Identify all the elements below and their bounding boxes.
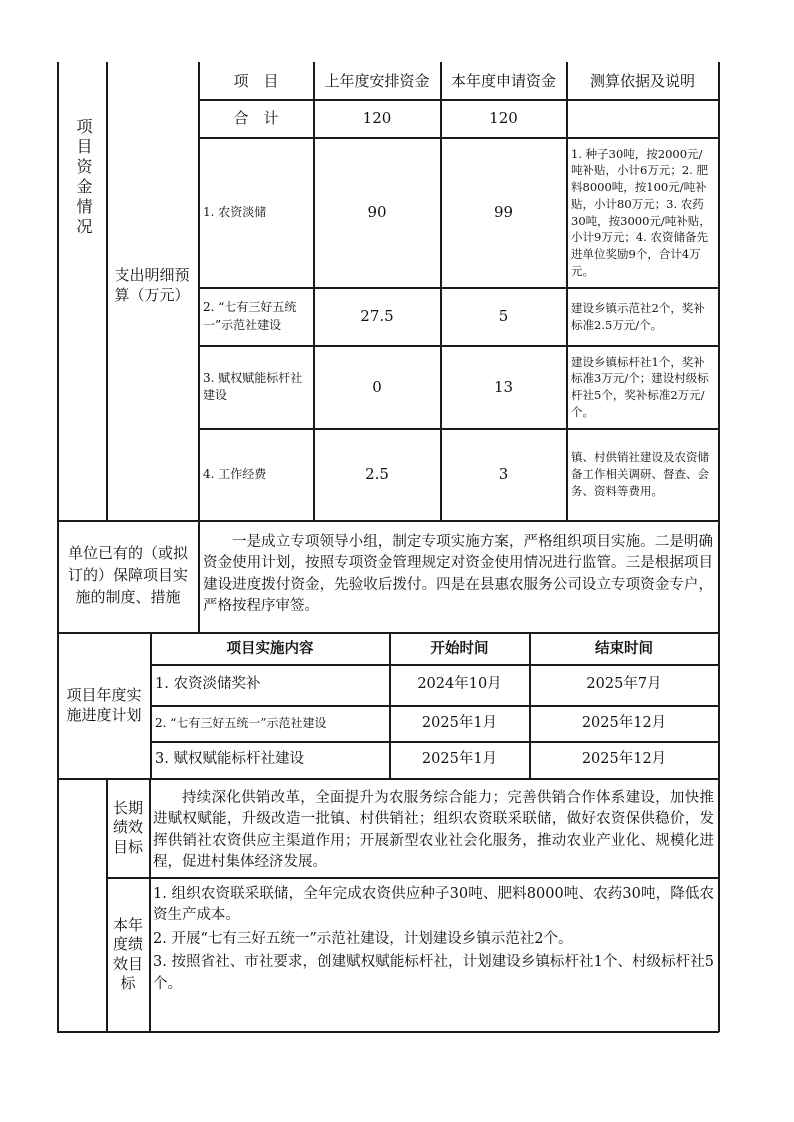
schedule-row2-content: 2. “七有三好五统一”示范社建设 xyxy=(155,716,327,731)
schedule-row1-start: 2024年10月 xyxy=(417,676,502,693)
row2-prev: 27.5 xyxy=(360,307,394,326)
row2-curr: 5 xyxy=(498,307,509,326)
schedule-row1-content: 1. 农资淡储奖补 xyxy=(155,676,261,693)
row2-item: 2. “七有三好五统一”示范社建设 xyxy=(203,300,297,332)
budget-label: 支出明细预算（万元） xyxy=(114,265,190,304)
year-goal-label: 本年度绩效目标 xyxy=(112,915,143,992)
header-item: 项 目 xyxy=(233,71,279,90)
funding-section-label: 项目资金情况 xyxy=(74,118,93,238)
row4-curr: 3 xyxy=(498,465,509,484)
row4-item: 4. 工作经费 xyxy=(203,466,267,481)
schedule-row3-end: 2025年12月 xyxy=(581,751,667,768)
schedule-label: 项目年度实施进度计划 xyxy=(66,685,142,724)
schedule-row3-content: 3. 赋权赋能标杆社建设 xyxy=(155,751,304,768)
schedule-header-start: 开始时间 xyxy=(430,639,489,657)
row3-curr: 13 xyxy=(493,377,514,396)
measures-text: 一是成立专项领导小组，制定专项实施方案，严格组织项目实施。二是明确资金使用计划，按照专项资金管理规定对资金使用情况进行监管。三是根据项目建设进度拨付资金，先验收后拨付。四是在县惠农服务公司设立专项资金专户，严格按程序审签。 xyxy=(203,534,713,615)
row3-item: 3. 赋权赋能标杆社建设 xyxy=(203,370,303,402)
schedule-row3-start: 2025年1月 xyxy=(421,751,498,768)
total-label: 合 计 xyxy=(233,109,279,128)
schedule-header-content: 项目实施内容 xyxy=(226,639,314,657)
long-goal-text: 持续深化供销改革，全面提升为农服务综合能力；完善供销合作体系建设，加快推进赋权赋能，升级改造一批镇、村供销社；组织农资联采联储，做好农资保供稳价，发挥供销社农资供应主渠道作用；开展新型农业社会化服务，推动农业产业化、规模化进程，促进村集体经济发展。 xyxy=(153,790,714,871)
row4-note: 镇、村供销社建设及农资储备工作相关调研、督查、会务、资料等费用。 xyxy=(571,450,709,498)
header-prev-funds: 上年度安排资金 xyxy=(324,71,430,90)
row4-prev: 2.5 xyxy=(365,465,389,484)
row3-note: 建设乡镇标杆社1个，奖补标准3万元/个；建设村级标杆社5个，奖补标准2万元/个。 xyxy=(571,354,709,419)
schedule-row1-end: 2025年7月 xyxy=(586,676,662,693)
row1-note: 1. 种子30吨，按2000元/吨补贴，小计6万元；2. 肥料8000吨，按100元/吨补贴，小计80万元；3. 农药30吨，按3000元/吨补贴，小计9万元；4. 农资储备先进单位奖励9个，合计4万元。 xyxy=(571,146,711,278)
row3-prev: 0 xyxy=(372,377,382,396)
year-goal-item: 3. 按照省社、市社要求，创建赋权赋能标杆社，计划建设乡镇标杆社1个、村级标杆社5个。 xyxy=(153,954,714,992)
header-curr-funds: 本年度申请资金 xyxy=(450,71,556,90)
total-prev: 120 xyxy=(362,109,392,128)
schedule-header-end: 结束时间 xyxy=(595,639,653,657)
long-goal-label: 长期绩效目标 xyxy=(112,798,143,856)
schedule-row2-end: 2025年12月 xyxy=(581,714,667,731)
year-goal-item: 2. 开展“七有三好五统一”示范社建设，计划建设乡镇示范社2个。 xyxy=(153,930,573,947)
row1-curr: 99 xyxy=(493,203,514,222)
row1-item: 1. 农资淡储 xyxy=(203,204,267,219)
year-goal-item: 1. 组织农资联采联储，全年完成农资供应种子30吨、肥料8000吨、农药30吨，降低农资生产成本。 xyxy=(153,886,714,924)
measures-label: 单位已有的（或拟订的）保障项目实施的制度、措施 xyxy=(67,544,188,606)
year-goal-list xyxy=(153,884,714,995)
schedule-row2-start: 2025年1月 xyxy=(421,714,498,731)
row1-prev: 90 xyxy=(367,203,387,222)
total-curr: 120 xyxy=(489,109,518,128)
header-basis: 测算依据及说明 xyxy=(589,71,695,90)
row2-note: 建设乡镇示范社2个，奖补标准2.5万元/个。 xyxy=(571,300,705,332)
